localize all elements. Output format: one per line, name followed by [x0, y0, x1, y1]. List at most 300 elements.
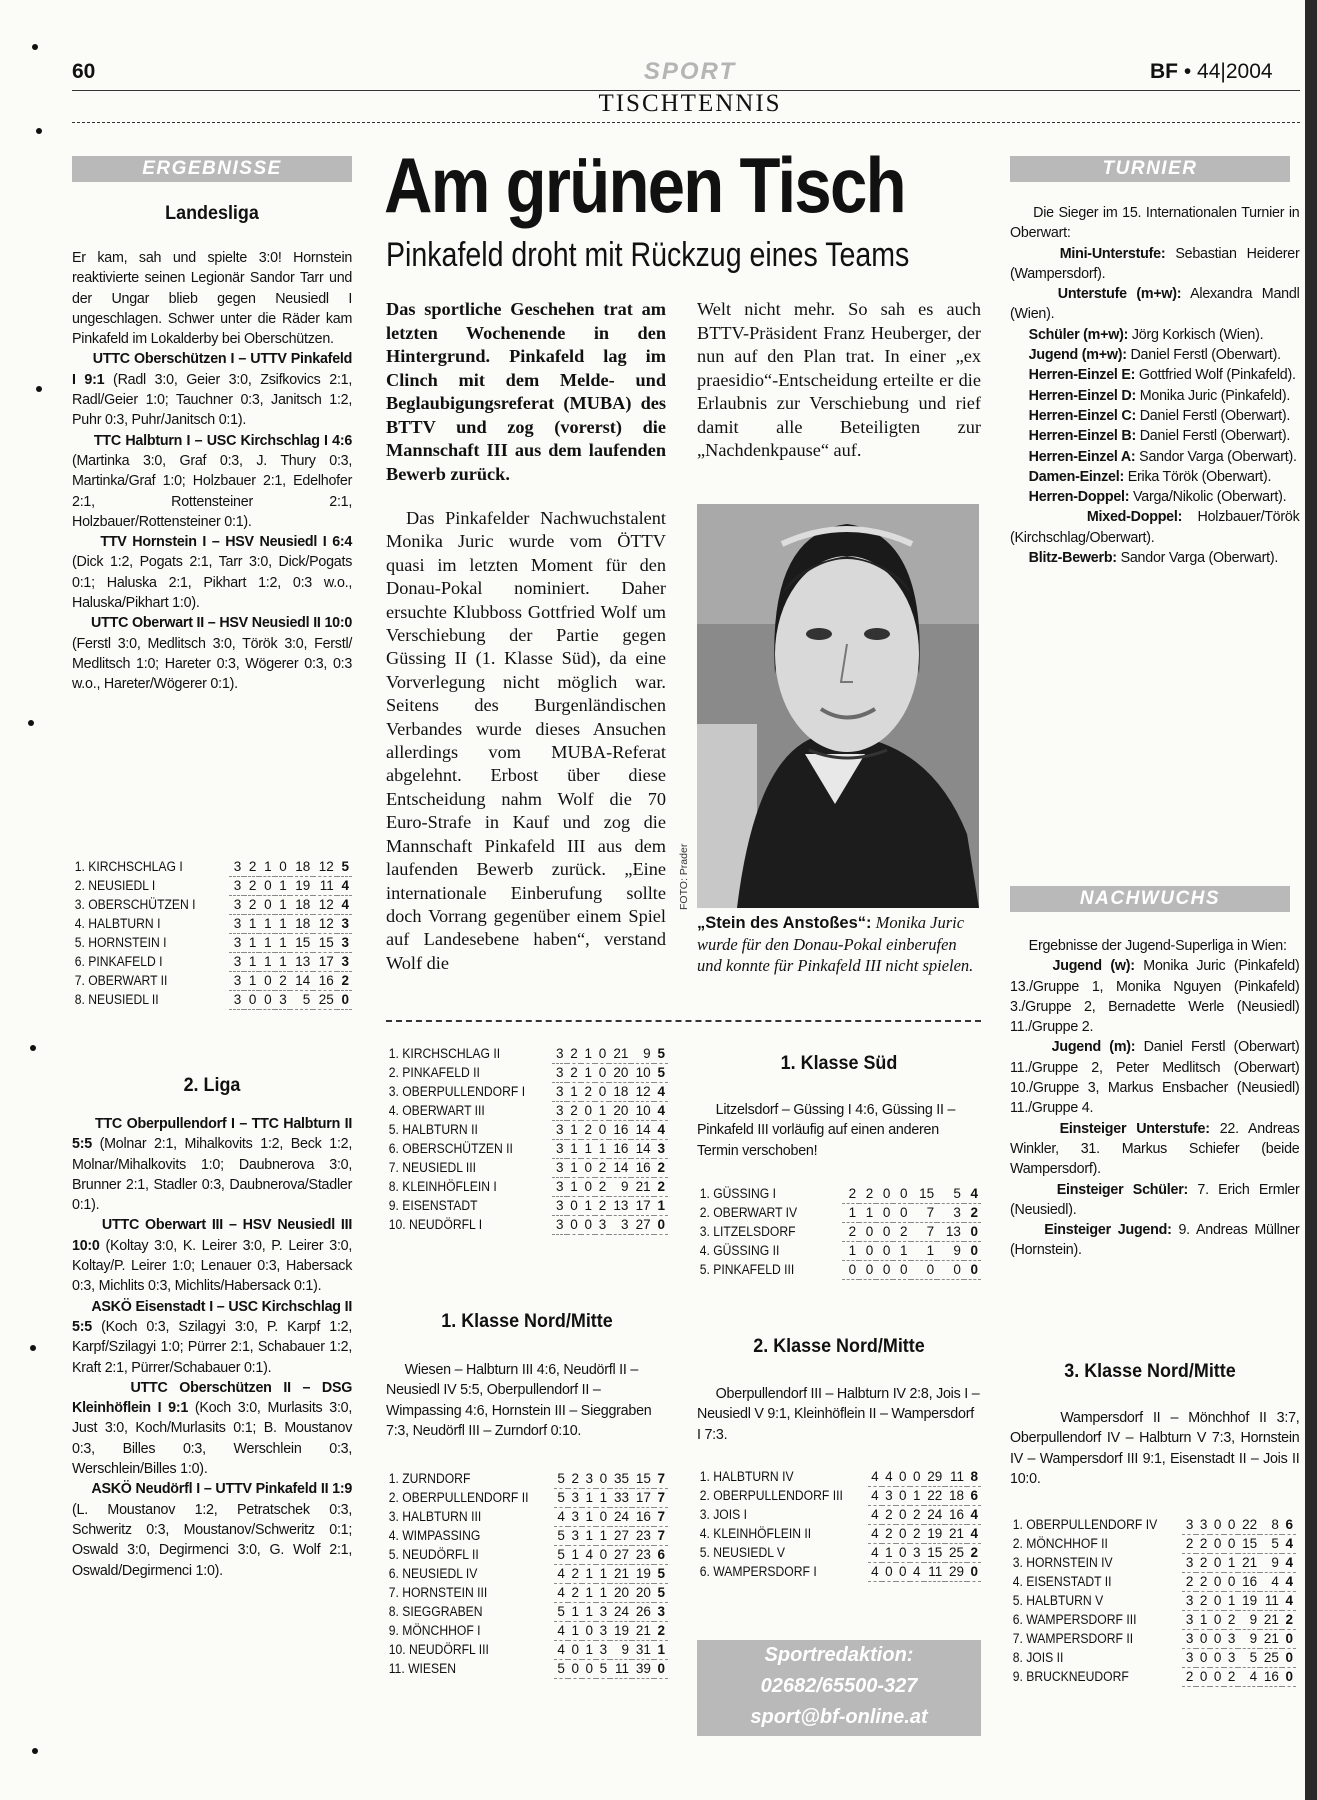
team-name: 4. EISENSTADT II: [1012, 1573, 1112, 1589]
stat-cell: 5: [1238, 1649, 1260, 1668]
stat-cell: 2: [1224, 1668, 1238, 1687]
stat-cell: 0: [893, 1261, 910, 1280]
stat-cell: 11: [945, 1468, 967, 1487]
stat-cell: 0: [595, 1121, 609, 1140]
stat-cell: 4: [882, 1468, 896, 1487]
table-row: [1010, 1649, 1296, 1668]
nord-mitte1-title: 1. Klasse Nord/Mitte: [441, 1310, 613, 1332]
team-name: 1. GÜSSING I: [699, 1186, 777, 1202]
stat-cell: 1: [1224, 1592, 1238, 1611]
table-row: [386, 1064, 668, 1083]
stat-cell: 0: [567, 1216, 581, 1235]
stat-cell: 0: [581, 1178, 595, 1197]
stat-cell: 10: [631, 1102, 653, 1121]
margin-mark: [28, 720, 34, 726]
stat-cell: 9: [610, 1641, 632, 1660]
table-row: [72, 953, 352, 972]
stat-cell: 3: [1182, 1554, 1196, 1573]
table-row: [697, 1487, 981, 1506]
turnier-header: TURNIER: [1010, 156, 1290, 182]
stat-cell: 0: [876, 1261, 893, 1280]
table-row: [72, 877, 352, 896]
caption-lead: „Stein des Anstoßes“:: [697, 914, 872, 932]
sued1-standings: [697, 1185, 981, 1280]
stat-cell: 0: [859, 1242, 876, 1261]
stat-cell: 19: [610, 1622, 632, 1641]
points: 4: [1282, 1535, 1296, 1554]
table-row: [386, 1641, 668, 1660]
points: 4: [967, 1506, 981, 1525]
liga2-text: [72, 1114, 352, 1581]
points: 4: [337, 877, 352, 896]
photo-credit: FOTO: Prader: [678, 843, 690, 910]
stat-cell: 14: [290, 972, 314, 991]
stat-cell: 33: [610, 1489, 632, 1508]
turnier-winner: Jugend (m+w): Daniel Ferstl (Oberwart).: [1028, 346, 1281, 364]
points: 7: [654, 1508, 668, 1527]
stat-cell: 1: [582, 1508, 596, 1527]
caption-text: Monika Juric wurde für den Donau-Pokal einberufen und konnte für Pinkafeld III nicht spielen.: [697, 913, 974, 975]
stat-cell: 3: [1182, 1611, 1196, 1630]
stat-cell: 3: [1224, 1630, 1238, 1649]
stat-cell: 2: [1182, 1668, 1196, 1687]
stat-cell: 2: [244, 896, 259, 915]
stat-cell: 15: [313, 934, 337, 953]
headline: Am grünen Tisch: [384, 141, 905, 229]
nord-mitte3-text: Wampersdorf II – Mönchhof II 3:7, Oberpullendorf IV – Halbturn V 7:3, Hornstein IV – Wampersdorf III 9:1, Eisenstadt II – Jois II 10:0.: [1010, 1409, 1300, 1487]
stat-cell: 4: [868, 1487, 882, 1506]
nord-mitte2-title: 2. Klasse Nord/Mitte: [753, 1335, 925, 1357]
team-name: 6. WAMPERSDORF III: [1012, 1611, 1137, 1627]
team-name: 2. OBERPULLENDORF II: [388, 1489, 529, 1505]
stat-cell: 1: [596, 1584, 610, 1603]
stat-cell: 3: [229, 858, 244, 877]
stat-cell: 2: [567, 1045, 581, 1064]
points: 4: [654, 1121, 668, 1140]
stat-cell: 39: [632, 1660, 654, 1679]
stat-cell: 1: [581, 1045, 595, 1064]
stat-cell: 1: [244, 915, 259, 934]
stat-cell: 12: [313, 915, 337, 934]
stat-cell: 1: [582, 1565, 596, 1584]
stat-cell: 16: [609, 1140, 631, 1159]
team-name: 2. MÖNCHHOF II: [1012, 1535, 1108, 1551]
table-row: [697, 1525, 981, 1544]
team-name: 3. OBERSCHÜTZEN I: [74, 896, 196, 912]
points: 0: [967, 1563, 981, 1582]
points: 0: [1282, 1630, 1296, 1649]
stat-cell: 3: [229, 934, 244, 953]
points: 4: [967, 1525, 981, 1544]
table-row: [386, 1527, 668, 1546]
points: 4: [654, 1102, 668, 1121]
stat-cell: 0: [1210, 1630, 1224, 1649]
points: 6: [1282, 1516, 1296, 1535]
stat-cell: 1: [842, 1204, 859, 1223]
stat-cell: 0: [1210, 1573, 1224, 1592]
points: 2: [654, 1159, 668, 1178]
stat-cell: 0: [259, 991, 274, 1010]
table-row: [1010, 1573, 1296, 1592]
team-name: 2. OBERPULLENDORF III: [699, 1487, 843, 1503]
table-row: [1010, 1668, 1296, 1687]
stat-cell: 0: [259, 972, 274, 991]
stat-cell: 2: [244, 877, 259, 896]
stat-cell: 3: [552, 1159, 566, 1178]
stat-cell: 9: [609, 1178, 631, 1197]
points: 8: [967, 1468, 981, 1487]
nord-mitte1-standings: [386, 1470, 668, 1679]
stat-cell: 0: [1196, 1630, 1210, 1649]
stat-cell: 27: [610, 1527, 632, 1546]
table-row: [386, 1470, 668, 1489]
team-name: 4. HALBTURN I: [74, 915, 161, 931]
match-report: ASKÖ Neudörfl I – UTTV Pinkafeld II 1:9 (L. Moustanov 1:2, Petratschek 0:3, Schweritz 0:3, Moustanov/Schweritz 0:1; Oswald 3:0, Degirmenci 3:0, G. Wolf 2:1, Oswald/Degirmenci 1:0).: [72, 1480, 353, 1579]
stat-cell: 0: [1210, 1554, 1224, 1573]
stat-cell: 20: [632, 1584, 654, 1603]
publication-info: BF • 44|2004: [1150, 60, 1273, 83]
nachwuchs-result: Einsteiger Jugend: 9. Andreas Müllner (Hornstein).: [1010, 1221, 1300, 1259]
stat-cell: 9: [937, 1242, 964, 1261]
stat-cell: 2: [910, 1525, 924, 1544]
nachwuchs-result: Einsteiger Unterstufe: 22. Andreas Winkler, 31. Markus Schiefer (beide Wampersdorf).: [1010, 1119, 1300, 1178]
stat-cell: 1: [259, 858, 274, 877]
stat-cell: 0: [596, 1470, 610, 1489]
stat-cell: 13: [609, 1197, 631, 1216]
points: 0: [654, 1660, 668, 1679]
points: 7: [654, 1489, 668, 1508]
stat-cell: 3: [1182, 1592, 1196, 1611]
stat-cell: 3: [229, 915, 244, 934]
match-report: ASKÖ Eisenstadt I – USC Kirchschlag II 5:5 (Koch 0:3, Szilagyi 3:0, P. Karpf 1:2, Karpf/Szilagyi 1:0; Pürrer 2:1, Schabauer 1:2, Kraft 2:1, Pürrer/Schabauer 0:1).: [72, 1297, 353, 1376]
team-name: 6. NEUSIEDL IV: [388, 1565, 478, 1581]
team-name: 5. HALBTURN II: [388, 1121, 478, 1137]
stat-cell: 0: [595, 1064, 609, 1083]
stat-cell: 5: [596, 1660, 610, 1679]
stat-cell: 3: [1196, 1516, 1210, 1535]
stat-cell: 1: [882, 1544, 896, 1563]
points: 5: [654, 1045, 668, 1064]
stat-cell: 21: [1260, 1611, 1282, 1630]
match-report: UTTC Oberwart II – HSV Neusiedl II 10:0 (Ferstl 3:0, Medlitsch 3:0, Török 3:0, Ferstl/ Medlitsch 1:0; Hareter 0:3, Wögerer 0:3, 0:3 w.o., Hareter/Wögerer 0:1).: [72, 614, 353, 693]
stat-cell: 1: [567, 1159, 581, 1178]
stat-cell: 4: [868, 1525, 882, 1544]
publication-name: BF: [1150, 60, 1178, 83]
stat-cell: 24: [610, 1603, 632, 1622]
table-row: [386, 1083, 668, 1102]
stat-cell: 18: [290, 858, 314, 877]
stat-cell: 23: [632, 1546, 654, 1565]
stat-cell: 2: [567, 1102, 581, 1121]
team-name: 6. WAMPERSDORF I: [699, 1563, 817, 1579]
points: 5: [337, 858, 352, 877]
points: 3: [654, 1603, 668, 1622]
landesliga-text: [72, 248, 352, 695]
team-name: 2. OBERWART IV: [699, 1204, 798, 1220]
stat-cell: 3: [552, 1140, 566, 1159]
stat-cell: 1: [595, 1140, 609, 1159]
stat-cell: 3: [568, 1527, 582, 1546]
stat-cell: 15: [1238, 1535, 1260, 1554]
stat-cell: 1: [568, 1622, 582, 1641]
table-row: [697, 1185, 981, 1204]
stat-cell: 0: [876, 1204, 893, 1223]
margin-mark: [36, 128, 42, 134]
stat-cell: 5: [554, 1603, 568, 1622]
stat-cell: 18: [290, 915, 314, 934]
table-row: [386, 1178, 668, 1197]
turnier-winner: Herren-Einzel A: Sandor Varga (Oberwart).: [1028, 447, 1297, 465]
table-row: [386, 1546, 668, 1565]
turnier-intro: Die Sieger im 15. Internationalen Turnier in Oberwart:: [1010, 204, 1300, 242]
stat-cell: 7: [911, 1223, 938, 1242]
stat-cell: 2: [1182, 1535, 1196, 1554]
stat-cell: 0: [893, 1204, 910, 1223]
stat-cell: 0: [882, 1563, 896, 1582]
stat-cell: 1: [859, 1204, 876, 1223]
stat-cell: 7: [911, 1204, 938, 1223]
nachwuchs-header: NACHWUCHS: [1010, 886, 1290, 912]
stat-cell: 1: [582, 1584, 596, 1603]
match-report: TTV Hornstein I – HSV Neusiedl I 6:4 (Dick 1:2, Pogats 2:1, Tarr 3:0, Dick/Pogats 0:1; Haluska 2:1, Pikhart 1:2, 0:3 w.o., Haluska/Pikhart 1:0).: [72, 533, 353, 612]
stat-cell: 1: [596, 1527, 610, 1546]
stat-cell: 16: [632, 1508, 654, 1527]
stat-cell: 0: [1210, 1611, 1224, 1630]
stat-cell: 16: [631, 1159, 653, 1178]
team-name: 4. KLEINHÖFLEIN II: [699, 1525, 812, 1541]
stat-cell: 15: [924, 1544, 946, 1563]
table-row: [697, 1223, 981, 1242]
stat-cell: 13: [290, 953, 314, 972]
table-row: [386, 1197, 668, 1216]
header-dash: [72, 122, 1300, 123]
stat-cell: 1: [244, 972, 259, 991]
team-name: 1. OBERPULLENDORF IV: [1012, 1517, 1158, 1533]
stat-cell: 0: [568, 1660, 582, 1679]
team-name: 3. OBERPULLENDORF I: [388, 1083, 526, 1099]
stat-cell: 0: [876, 1223, 893, 1242]
stat-cell: 29: [945, 1563, 967, 1582]
stat-cell: 2: [893, 1223, 910, 1242]
stat-cell: 16: [313, 972, 337, 991]
stat-cell: 1: [582, 1641, 596, 1660]
stat-cell: 2: [859, 1185, 876, 1204]
points: 0: [1282, 1649, 1296, 1668]
nachwuchs-result: Jugend (m): Daniel Ferstl (Oberwart) 11./Gruppe 2, Peter Medlitsch (Oberwart) 10./Gruppe 3, Markus Ensbacher (Neusiedl) 11./Gruppe 4.: [1010, 1038, 1300, 1117]
stat-cell: 0: [937, 1261, 964, 1280]
stat-cell: 4: [554, 1622, 568, 1641]
stat-cell: 21: [945, 1525, 967, 1544]
table-row: [1010, 1516, 1296, 1535]
stat-cell: 27: [631, 1216, 653, 1235]
team-name: 6. PINKAFELD I: [74, 953, 163, 969]
stat-cell: 1: [893, 1242, 910, 1261]
stat-cell: 2: [581, 1121, 595, 1140]
stat-cell: 3: [552, 1121, 566, 1140]
stat-cell: 0: [568, 1641, 582, 1660]
photo-caption: [697, 912, 981, 976]
stat-cell: 16: [1238, 1573, 1260, 1592]
stat-cell: 0: [259, 877, 274, 896]
stat-cell: 24: [924, 1506, 946, 1525]
turnier-winner: Damen-Einzel: Erika Török (Oberwart).: [1028, 467, 1272, 485]
stat-cell: 0: [896, 1563, 910, 1582]
stat-cell: 2: [1196, 1573, 1210, 1592]
stat-cell: 23: [632, 1527, 654, 1546]
stat-cell: 25: [945, 1544, 967, 1563]
stat-cell: 0: [1210, 1592, 1224, 1611]
stat-cell: 22: [1238, 1516, 1260, 1535]
nord-mitte1-text: Wiesen – Halbturn III 4:6, Neudörfl II – Neusiedl IV 5:5, Oberpullendorf II – Wimpassing 4:6, Hornstein III – Sieggraben 7:3, Neudörfl III – Zurndorf 0:10.: [386, 1361, 652, 1439]
stat-cell: 3: [229, 896, 244, 915]
stat-cell: 12: [313, 858, 337, 877]
team-name: 8. JOIS II: [1012, 1649, 1064, 1665]
stat-cell: 24: [610, 1508, 632, 1527]
sued1-title: 1. Klasse Süd: [780, 1052, 898, 1074]
liga2-standings: [386, 1045, 668, 1235]
stat-cell: 2: [568, 1565, 582, 1584]
team-name: 9. BRUCKNEUDORF: [1012, 1668, 1129, 1684]
stat-cell: 5: [1260, 1535, 1282, 1554]
stat-cell: 3: [229, 972, 244, 991]
team-name: 10. NEUDÖRFL III: [388, 1641, 489, 1657]
points: 2: [964, 1204, 981, 1223]
stat-cell: 5: [554, 1660, 568, 1679]
stat-cell: 10: [631, 1064, 653, 1083]
stat-cell: 0: [896, 1487, 910, 1506]
nachwuchs-result: Einsteiger Schüler: 7. Erich Ermler (Neusiedl).: [1010, 1180, 1300, 1218]
stat-cell: 1: [567, 1140, 581, 1159]
turnier-winner: Unterstufe (m+w): Alexandra Mandl (Wien).: [1010, 285, 1300, 323]
stat-cell: 35: [610, 1470, 632, 1489]
points: 0: [964, 1261, 981, 1280]
stat-cell: 1: [567, 1083, 581, 1102]
stat-cell: 16: [609, 1121, 631, 1140]
stat-cell: 19: [1238, 1592, 1260, 1611]
table-row: [386, 1603, 668, 1622]
stat-cell: 15: [632, 1470, 654, 1489]
stat-cell: 1: [595, 1102, 609, 1121]
stat-cell: 2: [568, 1584, 582, 1603]
stat-cell: 4: [1260, 1573, 1282, 1592]
team-name: 8. NEUSIEDL II: [74, 991, 159, 1007]
margin-mark: [36, 386, 42, 392]
stat-cell: 3: [552, 1216, 566, 1235]
article-divider: [386, 1020, 981, 1022]
team-name: 1. KIRCHSCHLAG I: [74, 859, 183, 875]
issue-number: 44: [1197, 60, 1221, 83]
table-row: [386, 1216, 668, 1235]
stat-cell: 2: [842, 1223, 859, 1242]
stat-cell: 15: [911, 1185, 938, 1204]
stat-cell: 18: [945, 1487, 967, 1506]
team-name: 8. KLEINHÖFLEIN I: [388, 1178, 497, 1194]
team-name: 10. NEUDÖRFL I: [388, 1216, 483, 1232]
table-row: [697, 1468, 981, 1487]
stat-cell: 26: [632, 1603, 654, 1622]
turnier-winner: Herren-Einzel B: Daniel Ferstl (Oberwart).: [1028, 427, 1291, 445]
stat-cell: 19: [290, 877, 314, 896]
redaktion-email[interactable]: sport@bf-online.at: [750, 1706, 928, 1728]
stat-cell: 9: [1238, 1611, 1260, 1630]
stat-cell: 1: [581, 1064, 595, 1083]
stat-cell: 14: [631, 1140, 653, 1159]
stat-cell: 0: [1224, 1573, 1238, 1592]
stat-cell: 4: [554, 1508, 568, 1527]
team-name: 5. HALBTURN V: [1012, 1592, 1104, 1608]
margin-mark: [30, 1045, 36, 1051]
points: 0: [964, 1223, 981, 1242]
nachwuchs-result: Jugend (w): Monika Juric (Pinkafeld) 13./Gruppe 1, Monika Nguyen (Pinkafeld) 3./Gruppe 2, Bernadette Werle (Neusiedl) 11./Gruppe 2.: [1010, 957, 1300, 1036]
table-row: [386, 1489, 668, 1508]
stat-cell: 1: [1196, 1611, 1210, 1630]
turnier-winner: Blitz-Bewerb: Sandor Varga (Oberwart).: [1028, 549, 1279, 567]
redaktion-box: [697, 1640, 981, 1736]
stat-cell: 0: [567, 1197, 581, 1216]
stat-cell: 19: [632, 1565, 654, 1584]
stat-cell: 17: [313, 953, 337, 972]
table-row: [72, 991, 352, 1010]
team-name: 6. OBERSCHÜTZEN II: [388, 1140, 513, 1156]
nord-mitte3-title: 3. Klasse Nord/Mitte: [1064, 1360, 1236, 1382]
stat-cell: 1: [1224, 1554, 1238, 1573]
stat-cell: 9: [631, 1045, 653, 1064]
stat-cell: 3: [595, 1216, 609, 1235]
table-row: [386, 1622, 668, 1641]
team-name: 3. HALBTURN III: [388, 1508, 482, 1524]
stat-cell: 1: [581, 1140, 595, 1159]
points: 3: [654, 1140, 668, 1159]
table-row: [386, 1121, 668, 1140]
points: 5: [654, 1584, 668, 1603]
table-row: [72, 915, 352, 934]
team-name: 7. WAMPERSDORF II: [1012, 1630, 1134, 1646]
points: 0: [654, 1216, 668, 1235]
match-report: UTTC Oberwart III – HSV Neusiedl III 10:0 (Koltay 3:0, K. Leirer 3:0, P. Leirer 3:0, Koltay/P. Leirer 1:0; Lenauer 0:3, Habersack 0:3, Michlits 0:3, Michlits/Habersack 0:1).: [72, 1216, 353, 1295]
stat-cell: 1: [582, 1603, 596, 1622]
stat-cell: 20: [609, 1064, 631, 1083]
stat-cell: 0: [1224, 1516, 1238, 1535]
stat-cell: 1: [259, 915, 274, 934]
stat-cell: 0: [581, 1102, 595, 1121]
stat-cell: 1: [244, 953, 259, 972]
points: 2: [654, 1622, 668, 1641]
stat-cell: 11: [610, 1660, 632, 1679]
match-report: UTTC Oberschützen II – DSG Kleinhöflein I 9:1 (Koch 3:0, Murlasits 3:0, Just 3:0, Koch/Murlasits 0:1; B. Moustanov 0:3, Billes 0:3, Werschlein 0:3, Werschlein/Billes 1:0).: [72, 1378, 353, 1478]
team-name: 3. JOIS I: [699, 1506, 747, 1522]
stat-cell: 11: [1260, 1592, 1282, 1611]
stat-cell: 0: [581, 1159, 595, 1178]
turnier-winner: Schüler (m+w): Jörg Korkisch (Wien).: [1028, 325, 1264, 343]
stat-cell: 5: [554, 1470, 568, 1489]
team-name: 9. EISENSTADT: [388, 1197, 478, 1213]
stat-cell: 4: [1238, 1668, 1260, 1687]
stat-cell: 2: [1196, 1592, 1210, 1611]
redaktion-title: Sportredaktion:: [764, 1644, 914, 1666]
stat-cell: 4: [868, 1544, 882, 1563]
points: 7: [654, 1470, 668, 1489]
points: 1: [654, 1197, 668, 1216]
team-name: 1. ZURNDORF: [388, 1471, 471, 1487]
turnier-text: [1010, 203, 1300, 568]
stat-cell: 15: [290, 934, 314, 953]
points: 4: [1282, 1592, 1296, 1611]
stat-cell: 17: [631, 1197, 653, 1216]
stat-cell: 21: [610, 1565, 632, 1584]
table-row: [1010, 1535, 1296, 1554]
landesliga-standings: [72, 858, 352, 1010]
stat-cell: 1: [275, 915, 290, 934]
